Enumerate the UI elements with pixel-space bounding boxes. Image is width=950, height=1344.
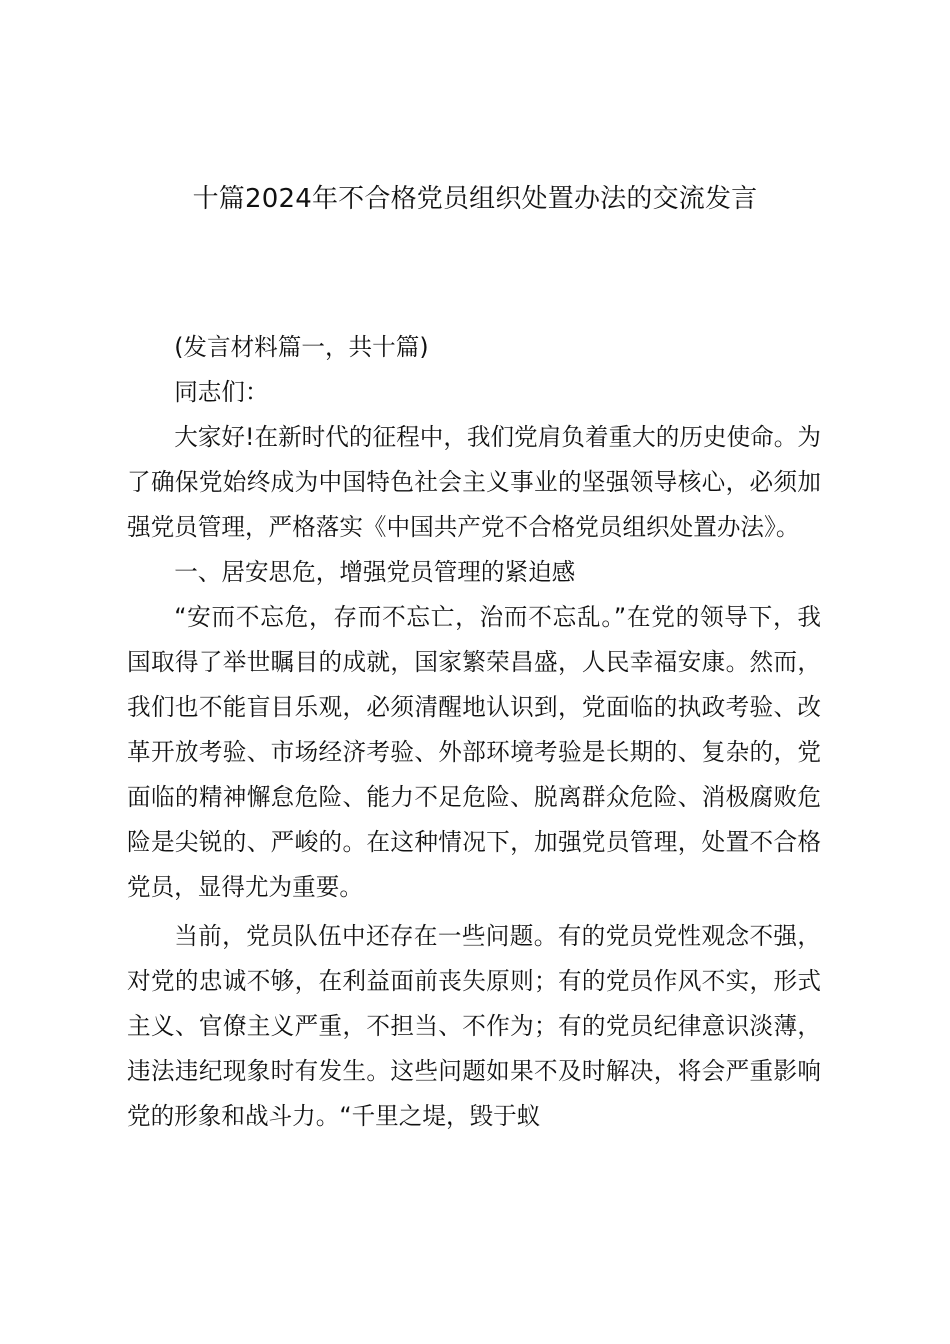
paragraph-salutation: 同志们： [174, 378, 269, 406]
document-body [127, 325, 821, 1139]
paragraph-preface: (发言材料篇一，共十篇) [174, 333, 429, 361]
paragraph-problems: 当前，党员队伍中还存在一些问题。有的党员党性观念不强，对党的忠诚不够，在利益面前丧失原则；有的党员作风不实，形式主义、官僚主义严重，不担当、不作为；有的党员纪律意识淡薄，违法违纪现象时有发生。这些问题如果不及时解决，将会严重影响党的形象和战斗力。“千里之堤，毁于蚁 [127, 922, 821, 1130]
paragraph-opening: 大家好!在新时代的征程中，我们党肩负着重大的历史使命。为了确保党始终成为中国特色社会主义事业的坚强领导核心，必须加强党员管理，严格落实《中国共产党不合格党员组织处置办法》。 [127, 423, 821, 541]
paragraph-section-1: “安而不忘危，存而不忘亡，治而不忘乱。”在党的领导下，我国取得了举世瞩目的成就，国家繁荣昌盛，人民幸福安康。然而，我们也不能盲目乐观，必须清醒地认识到，党面临的执政考验、改革开放考验、市场经济考验、外部环境考验是长期的、复杂的，党面临的精神懈怠危险、能力不足危险、脱离群众危险、消极腐败危险是尖锐的、严峻的。在这种情况下，加强党员管理，处置不合格党员，显得尤为重要。 [127, 603, 821, 901]
section-heading-1: 一、居安思危，增强党员管理的紧迫感 [174, 558, 576, 586]
document-title: 十篇2024年不合格党员组织处置办法的交流发言 [192, 184, 758, 214]
